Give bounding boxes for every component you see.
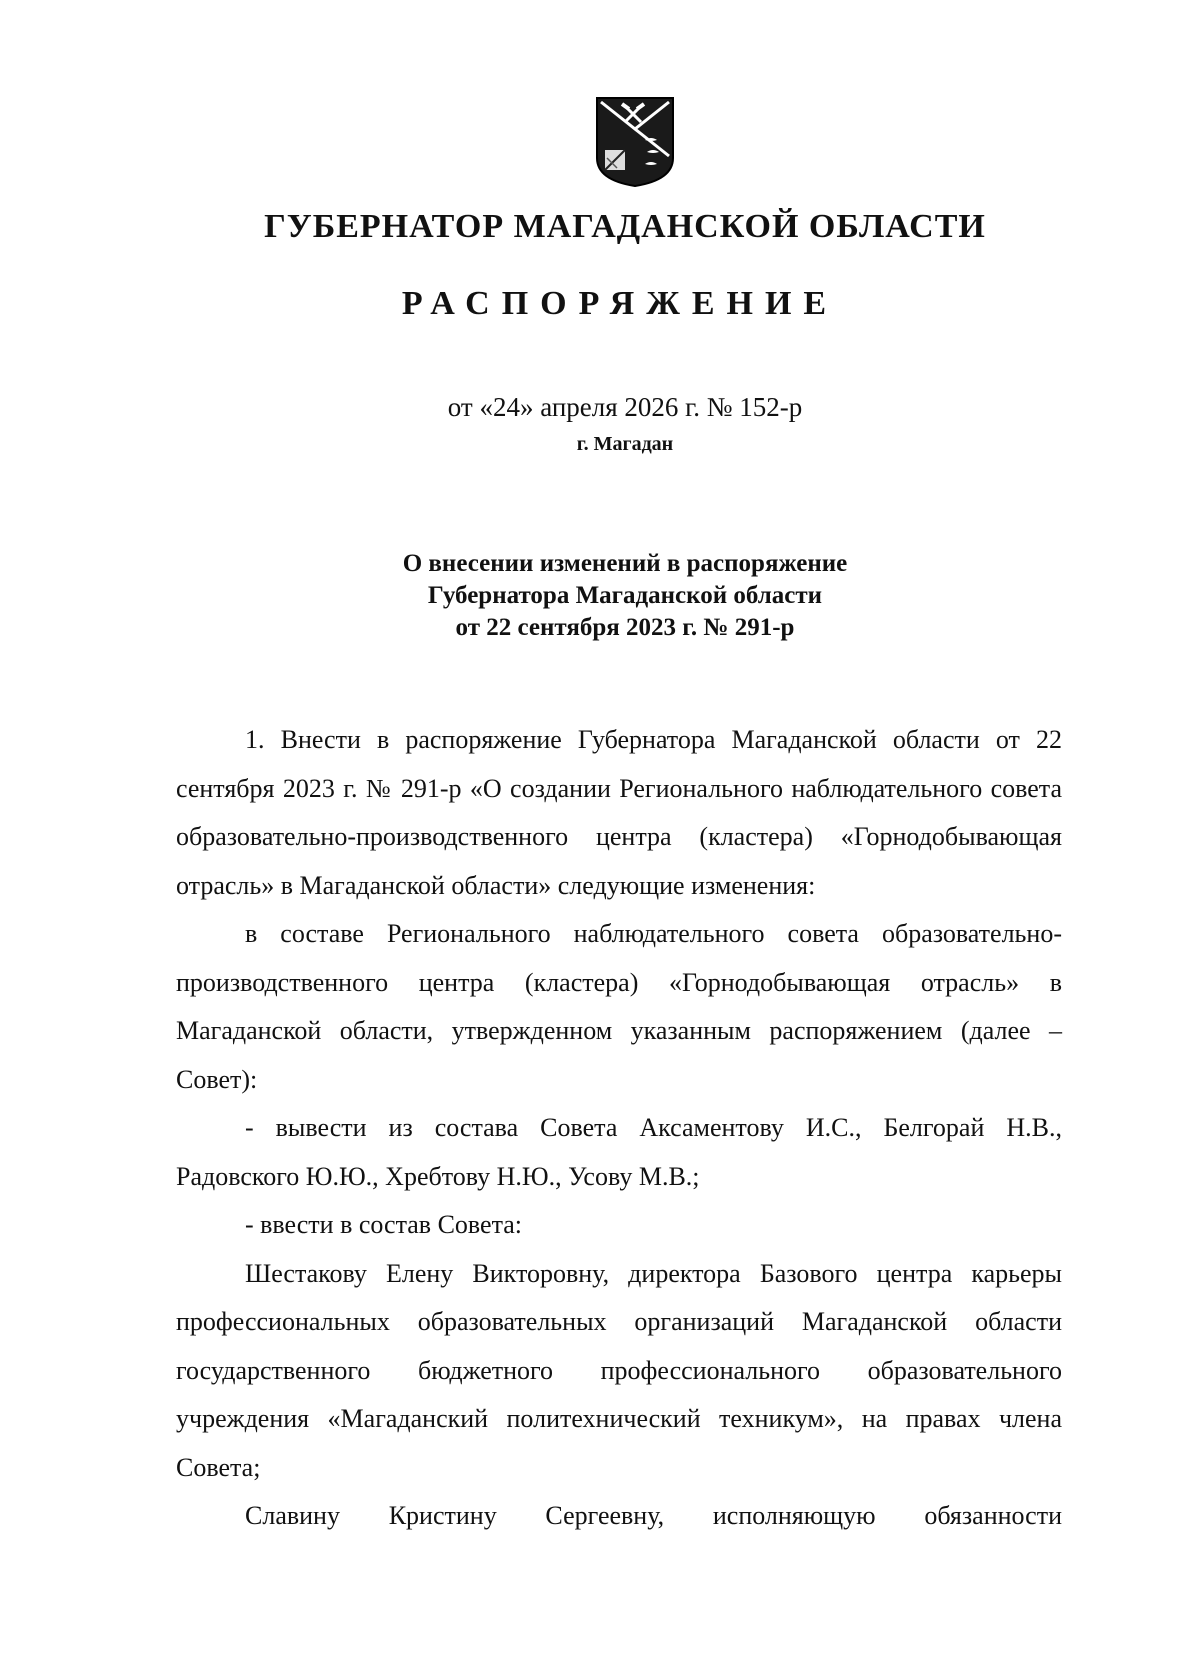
subject-line-2: Губернатора Магаданской области: [427, 582, 823, 609]
subject-line-3: от 22 сентября 2023 г. № 291-р: [455, 614, 795, 641]
document-city: г. Магадан: [576, 433, 674, 455]
body-paragraph-3: - вывести из состава Совета Аксаментову И.С., Белгорай Н.В., Радовского Ю.Ю., Хребтову Н.Ю., Усову М.В.;: [176, 1113, 1062, 1191]
body-paragraph-5: Шестакову Елену Викторовну, директора Базового центра карьеры профессиональных образовательных организаций Магаданской области государственного бюджетного профессионального образовательного учреждения «Магаданский политехнический техникум», на правах члена Совета;: [176, 1258, 1062, 1482]
document-type-title: РАСПОРЯЖЕНИЕ: [401, 285, 839, 322]
body-paragraph-2: в составе Регионального наблюдательного совета образовательно-производственного центра (кластера) «Горнодобывающая отрасль» в Магаданской области, утвержденном указанным распоряжением (далее – Совет):: [176, 919, 1062, 1094]
body-paragraph-6: Славину Кристину Сергеевну, исполняющую обязанности: [245, 1501, 1062, 1530]
subject-line-1: О внесении изменений в распоряжение: [402, 550, 848, 577]
document-body: [176, 716, 1062, 1541]
document-date-number: от «24» апреля 2026 г. № 152-р: [447, 392, 803, 422]
body-paragraph-4: - ввести в состав Совета:: [245, 1210, 523, 1239]
issuing-authority-title: ГУБЕРНАТОР МАГАДАНСКОЙ ОБЛАСТИ: [264, 208, 986, 245]
coat-of-arms-emblem: [595, 96, 675, 188]
body-paragraph-1: 1. Внести в распоряжение Губернатора Магаданской области от 22 сентября 2023 г. № 291-р «О создании Регионального наблюдательного совета образовательно-производственного центра (кластера) «Горнодобывающая отрасль» в Магаданской области» следующие изменения:: [176, 725, 1062, 900]
document-subject: [0, 548, 1200, 644]
